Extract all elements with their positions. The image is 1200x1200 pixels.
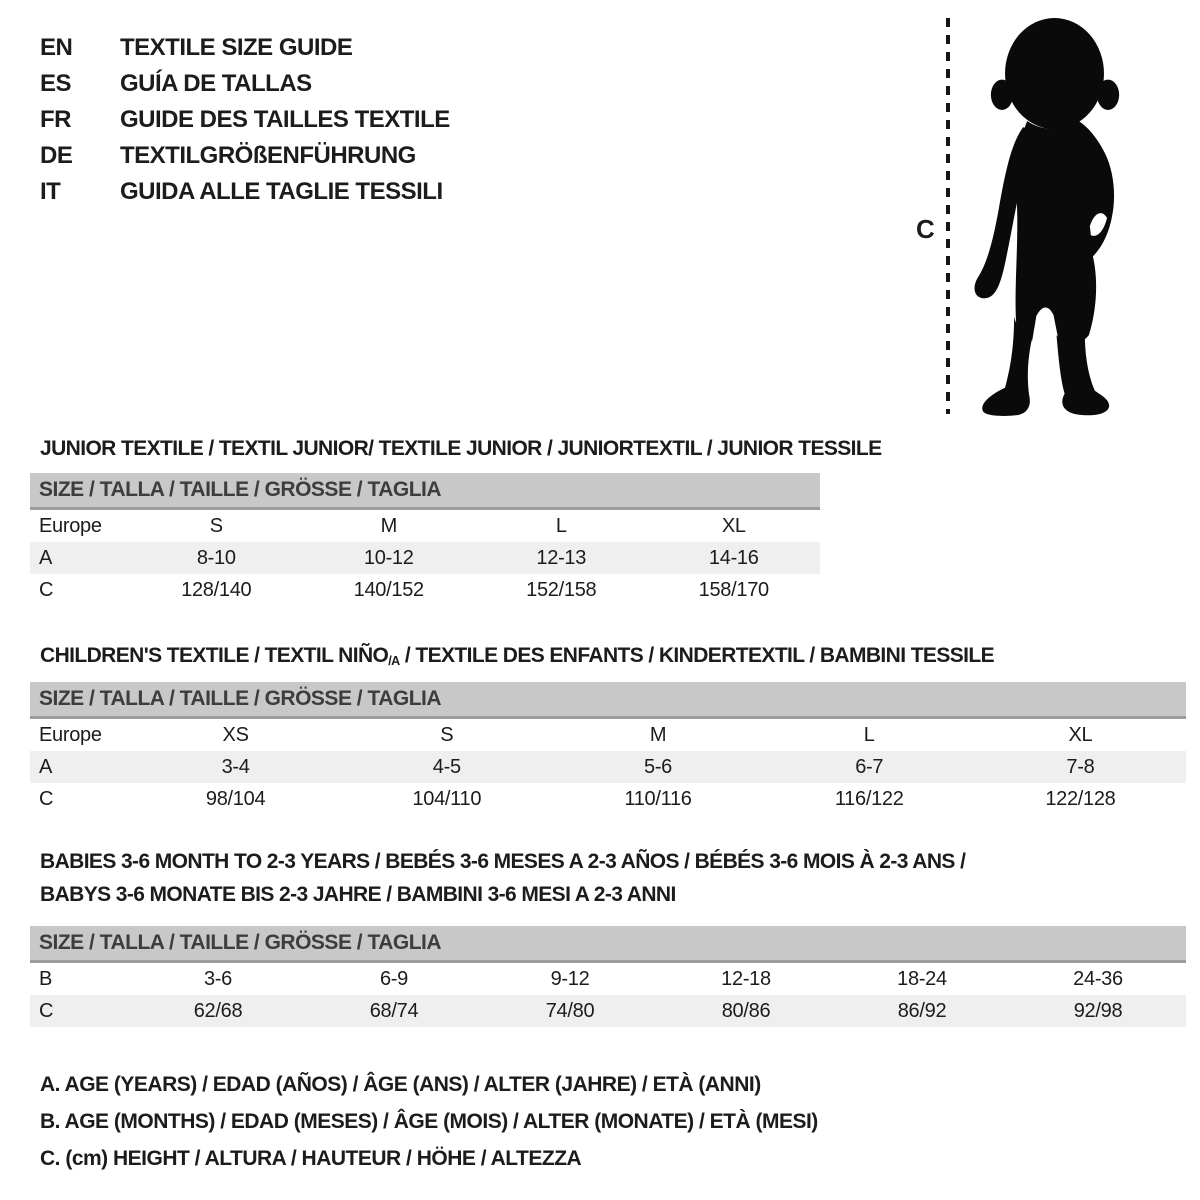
- table-cell: 3-6: [203, 968, 232, 990]
- babies-section-title: [40, 845, 965, 911]
- height-dashed-line: [944, 16, 952, 421]
- table-cell: 4-5: [432, 756, 461, 778]
- table-row-age: [30, 751, 1186, 783]
- row-label: C: [39, 788, 54, 810]
- language-code: EN: [40, 34, 73, 61]
- table-cell: 12-18: [721, 968, 771, 990]
- language-code: FR: [40, 106, 71, 133]
- table-cell: 128/140: [181, 579, 252, 601]
- table-cell: M: [380, 515, 397, 537]
- table-cell: 9-12: [550, 968, 590, 990]
- table-cell: 6-9: [379, 968, 408, 990]
- footnote-legend: [40, 1066, 818, 1177]
- table-cell: XL: [1068, 724, 1093, 746]
- table-cell: 122/128: [1045, 788, 1116, 810]
- row-label: B: [39, 968, 53, 990]
- table-cell: M: [649, 724, 667, 746]
- table-cell: XL: [721, 515, 746, 537]
- row-label: A: [39, 547, 53, 569]
- language-code: IT: [40, 178, 61, 205]
- junior-section-title: JUNIOR TEXTILE / TEXTIL JUNIOR/ TEXTILE JUNIOR / JUNIORTEXTIL / JUNIOR TESSILE: [40, 437, 882, 460]
- babies-size-table: [30, 926, 1186, 1027]
- table-cell: 5-6: [644, 756, 673, 778]
- table-cell: 158/170: [698, 579, 769, 601]
- table-cell: 8-10: [196, 547, 236, 569]
- language-label: GUIDE DES TAILLES TEXTILE: [120, 106, 450, 133]
- table-cell: 86/92: [897, 1000, 947, 1022]
- row-label: C: [39, 579, 54, 601]
- table-cell: 62/68: [193, 1000, 243, 1022]
- table-row-europe: [30, 510, 820, 542]
- babies-title-line2: BABYS 3-6 MONATE BIS 2-3 JAHRE / BAMBINI 3-6 MESI A 2-3 ANNI: [40, 883, 676, 906]
- height-measure-label: C: [916, 214, 935, 244]
- table-cell: 104/110: [412, 788, 482, 810]
- table-cell: 3-4: [221, 756, 250, 778]
- table-row-europe: [30, 719, 1186, 751]
- language-label: TEXTILGRÖßENFÜHRUNG: [120, 142, 416, 169]
- table-cell: 6-7: [855, 756, 884, 778]
- table-cell: 24-36: [1073, 968, 1123, 990]
- table-cell: 14-16: [708, 547, 759, 569]
- language-row-de: [40, 138, 450, 174]
- language-label: TEXTILE SIZE GUIDE: [120, 34, 353, 61]
- size-header-bar: SIZE / TALLA / TAILLE / GRÖSSE / TAGLIA: [30, 926, 1186, 963]
- children-title-subscript: /A: [388, 654, 400, 669]
- children-title-text: CHILDREN'S TEXTILE / TEXTIL NIÑO: [40, 644, 389, 667]
- table-cell: 92/98: [1073, 1000, 1123, 1022]
- children-title-text: / TEXTILE DES ENFANTS / KINDERTEXTIL / BAMBINI TESSILE: [399, 644, 995, 667]
- language-label: GUIDA ALLE TAGLIE TESSILI: [120, 178, 443, 205]
- table-row-age: [30, 542, 820, 574]
- footnote-c: C. (cm) HEIGHT / ALTURA / HAUTEUR / HÖHE / ALTEZZA: [40, 1147, 582, 1170]
- table-cell: S: [440, 724, 454, 746]
- language-list: [40, 30, 450, 210]
- table-row-months: [30, 963, 1186, 995]
- table-cell: 68/74: [369, 1000, 419, 1022]
- language-code: DE: [40, 142, 73, 169]
- table-cell: 140/152: [353, 579, 424, 601]
- size-header-bar: SIZE / TALLA / TAILLE / GRÖSSE / TAGLIA: [30, 682, 1186, 719]
- table-cell: L: [863, 724, 875, 746]
- table-cell: 7-8: [1066, 756, 1095, 778]
- children-size-table: [30, 682, 1186, 815]
- language-code: ES: [40, 70, 72, 97]
- junior-size-table: [30, 473, 820, 606]
- children-section-title: [40, 644, 994, 668]
- table-cell: 18-24: [897, 968, 947, 990]
- row-label: Europe: [39, 724, 102, 746]
- table-row-height: [30, 574, 820, 606]
- language-row-es: [40, 66, 450, 102]
- table-cell: 74/80: [545, 1000, 595, 1022]
- table-cell: S: [209, 515, 223, 537]
- table-cell: 152/158: [526, 579, 597, 601]
- babies-title-line1: BABIES 3-6 MONTH TO 2-3 YEARS / BEBÉS 3-6 MESES A 2-3 AÑOS / BÉBÉS 3-6 MOIS À 2-3 ANS /: [40, 850, 966, 873]
- row-label: Europe: [39, 515, 102, 537]
- footnote-b: B. AGE (MONTHS) / EDAD (MESES) / ÂGE (MOIS) / ALTER (MONATE) / ETÀ (MESI): [40, 1110, 818, 1133]
- language-row-en: [40, 30, 450, 66]
- table-cell: 98/104: [205, 788, 266, 810]
- table-cell: 110/116: [624, 788, 692, 810]
- table-cell: 116/122: [834, 788, 904, 810]
- toddler-silhouette-icon: [960, 14, 1148, 423]
- row-label: C: [39, 1000, 54, 1022]
- row-label: A: [39, 756, 53, 778]
- footnote-a: A. AGE (YEARS) / EDAD (AÑOS) / ÂGE (ANS) / ALTER (JAHRE) / ETÀ (ANNI): [40, 1073, 761, 1096]
- language-row-fr: [40, 102, 450, 138]
- table-cell: 10-12: [363, 547, 414, 569]
- size-header-bar: SIZE / TALLA / TAILLE / GRÖSSE / TAGLIA: [30, 473, 820, 510]
- table-row-height: [30, 783, 1186, 815]
- language-label: GUÍA DE TALLAS: [120, 70, 312, 97]
- table-cell: 12-13: [536, 547, 587, 569]
- table-row-height: [30, 995, 1186, 1027]
- table-cell: L: [555, 515, 567, 537]
- language-row-it: [40, 174, 450, 210]
- table-cell: 80/86: [721, 1000, 771, 1022]
- table-cell: XS: [222, 724, 249, 746]
